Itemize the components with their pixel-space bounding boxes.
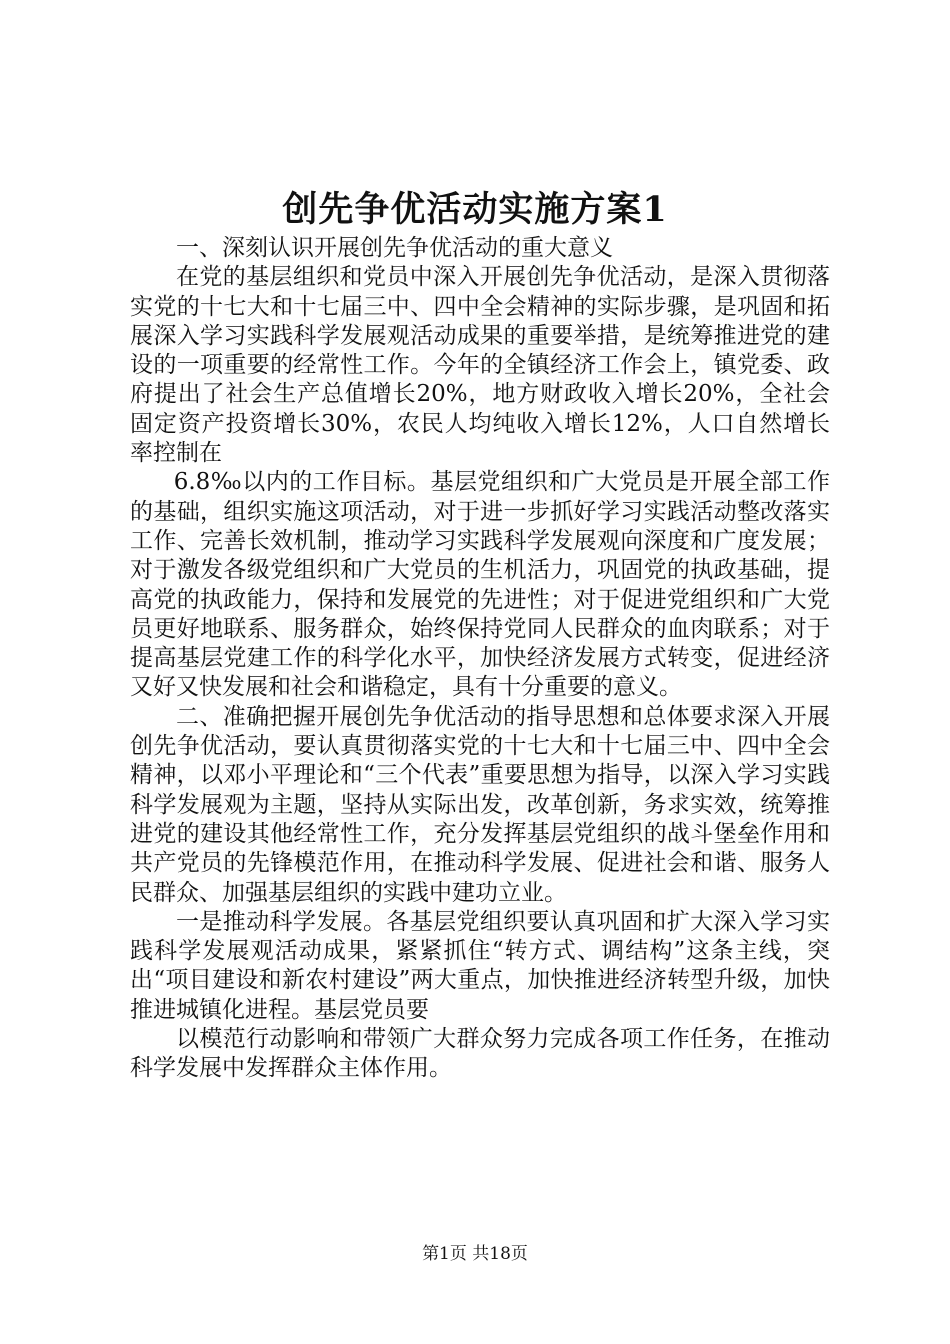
paragraph-4: 以模范行动影响和带领广大群众努力完成各项工作任务，在推动科学发展中发挥群众主体作用。 xyxy=(130,1026,830,1082)
page-footer: 第1页 共18页 xyxy=(422,1244,528,1264)
paragraph-heading-2: 二、准确把握开展创先争优活动的指导思想和总体要求深入开展创先争优活动，要认真贯彻落实党的十七大和十七届三中、四中全会精神，以邓小平理论和“三个代表”重要思想为指导，以深入学习实践科学发展观为主题，坚持从实际出发，改革创新，务求实效，统筹推进党的建设其他经常性工作，充分发挥基层党组织的战斗堡垒作用和共产党员的先锋模范作用，在推动科学发展、促进社会和谐、服务人民群众、加强基层组织的实践中建功立业。 xyxy=(130,703,830,906)
paragraph-3: 一是推动科学发展。各基层党组织要认真巩固和扩大深入学习实践科学发展观活动成果，紧紧抓住“转方式、调结构”这条主线，突出“项目建设和新农村建设”两大重点，加快推进经济转型升级，加快推进城镇化进程。基层党员要 xyxy=(130,908,830,1023)
paragraph-2: 6.8‰以内的工作目标。基层党组织和广大党员是开展全部工作的基础，组织实施这项活动，对于进一步抓好学习实践活动整改落实工作、完善长效机制，推动学习实践科学发展观向深度和广度发展；对于激发各级党组织和广大党员的生机活力，巩固党的执政基础，提高党的执政能力，保持和发展党的先进性；对于促进党组织和广大党员更好地联系、服务群众，始终保持党同人民群众的血肉联系；对于提高基层党建工作的科学化水平，加快经济发展方式转变，促进经济又好又快发展和社会和谐稳定，具有十分重要的意义。 xyxy=(130,469,830,701)
paragraph-1: 在党的基层组织和党员中深入开展创先争优活动，是深入贯彻落实党的十七大和十七届三中、四中全会精神的实际步骤，是巩固和拓展深入学习实践科学发展观活动成果的重要举措，是统筹推进党的建设的一项重要的经常性工作。今年的全镇经济工作会上，镇党委、政府提出了社会生产总值增长20%，地方财政收入增长20%，全社会固定资产投资增长30%，农民人均纯收入增长12%，人口自然增长率控制在 xyxy=(130,264,830,467)
document-title: 创先争优活动实施方案1 xyxy=(282,189,668,230)
document-body xyxy=(130,234,830,1084)
paragraph-heading-1: 一、深刻认识开展创先争优活动的重大意义 xyxy=(176,235,613,261)
